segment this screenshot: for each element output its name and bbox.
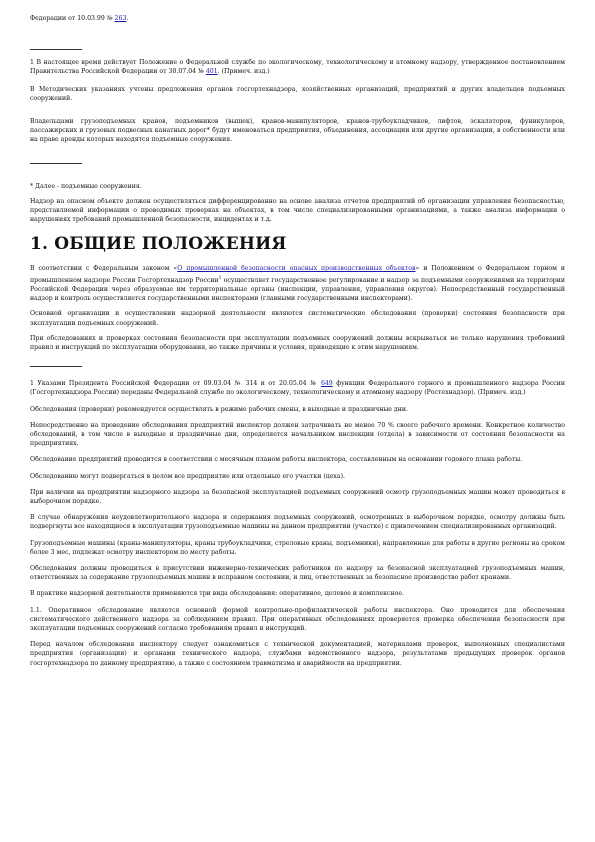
- footnote-1-end: . (Примеч. изд.): [217, 68, 270, 76]
- footnote-2-text: 1 Указами Президента Российской Федерации от 09.03.04 № 314 и от 20.05.04 №: [30, 380, 321, 388]
- regulation-401-link[interactable]: 401: [205, 68, 218, 76]
- law-rest: осуществляет государственное регулирование и надзор за подъемными сооружениями на территории Российской Федерации через образуемые им территориальные органы (инспекции, управления, управления округов). Непосредственный государственный надзор и контроль осуществляется государственными инспекторами (главными государственными инспекторами).: [30, 276, 566, 303]
- decree-263-link[interactable]: 263: [114, 15, 127, 22]
- paragraph-parts: Обследованию могут подвергаться в целом все предприятие или отдельные его участки (цеха).: [30, 472, 345, 480]
- paragraph-main-form: Основной организации и осуществлении надзорной деятельности являются систематические обследования (проверки) состояния безопасности при эксплуатации подъемных сооружений.: [30, 310, 565, 327]
- footnote-divider: [30, 49, 82, 50]
- law-pre: В соответствии с Федеральным законом «: [30, 265, 178, 273]
- footnote-2-end: функции Федерального горного и промышленного надзора России (Госгортехнадзора России) переданы Федеральной службе по экологическому, технологическому и атомному надзору (Ростехнадзор). (Примеч. изд.): [30, 380, 565, 397]
- federal-law-link[interactable]: О промышленной безопасности опасных производственных объектов: [177, 265, 416, 273]
- paragraph-selective: При наличии на предприятии надзорного надзора за безопасной эксплуатацией подъемных сооружений осмотр грузоподъемных машин может проводиться в выборочном порядке.: [30, 488, 565, 505]
- paragraph-before: Перед началом обследования инспектору следует ознакомиться с технической документацией, материалами проверок, выполненных специалистами предприятия (организации) и органами технического надзора, службами ведомственного надзора, результатами предыдущих проверок органов госгортехнадзора по данному предприятию, а также с состоянием травматизма и аварийности на предприятии.: [30, 641, 565, 667]
- paragraph-methodical: В Методических указаниях учтены предложения органов госгортехнадзора, хозяйственных организаций, предприятий и других владельцев подъемных сооружений.: [30, 85, 565, 102]
- paragraph-schedule: Обследование предприятий проводится в соответствии с месячным планом работы инспектора, составленным на основании годового плана работы.: [30, 456, 523, 464]
- footnote-2: [30, 379, 565, 397]
- paragraph-inspection: При обследованиях и проверках состояния безопасности при эксплуатации подъемных сооружений должны вскрываться не только нарушения требований правил и инструкций по эксплуатации оборудования, но также причины и условия, приводящие к этим нарушениям.: [30, 334, 565, 351]
- paragraph-work-time: Обследования (проверки) рекомендуется осуществлять в режиме рабочих смены, в выходные и праздничные дни.: [30, 405, 408, 413]
- top-line: [30, 14, 565, 23]
- paragraph-defects: В случае обнаружения неудовлетворительного надзора и содержания подъемных сооружений, осмотренных в выборочном порядке, осмотру должны быть подвергнуты все находящиеся в эксплуатации грузоподъемные машины на данном предприятии (участке) с привлечением специализированных организаций.: [30, 514, 565, 531]
- footnote-star: * Далее - подъемные сооружения.: [30, 182, 142, 190]
- paragraph-presence: Обследования должны проводиться в присутствии инженерно-технических работников по надзору за безопасной эксплуатацией грузоподъемных машин, ответственных за содержание грузоподъемных машин в исправном состоянии, и лиц, ответственных за безопасное производство работ кранами.: [30, 564, 565, 582]
- footnote-1-text: 1 В настоящее время действует Положение о Федеральной службе по экологическому, технологическому и атомному надзору, утвержденное постановлением Правительства Российской Федерации от 30.07.04 №: [30, 59, 565, 76]
- paragraph-time-share: Непосредственно на проведение обследования предприятий инспектор должен затрачивать не менее 70 % своего рабочего времени. Конкретное количество обследований, в том числе в выходные и праздничные дни, определяется начальником инспекции (отдела) в зависимости от состояния безопасности на предприятиях.: [30, 421, 565, 448]
- paragraph-1-1: 1.1. Оперативное обследование является основной формой контрольно-профилактической работы инспектора. Оно проводится для обеспечения систематического действенного надзора за соблюдением правил. При оперативных обследованиях проверяется проверка обеспечения безопасности при эксплуатации подъемных сооружений согласно требованиям правил и инструкций.: [30, 606, 565, 632]
- paragraph-types: В практике надзорной деятельности применяются три вида обследования: оперативное, целевое и комплексное.: [30, 590, 404, 598]
- footnote-divider: [30, 163, 82, 164]
- top-line-text: Федерации от 10.03.99 №: [30, 15, 115, 22]
- footnote-marker: 1: [218, 275, 222, 281]
- footnote-divider: [30, 366, 82, 367]
- paragraph-law: [30, 264, 565, 303]
- decree-649-link[interactable]: 649: [320, 380, 333, 388]
- document-page: [30, 14, 565, 668]
- paragraph-supervision: Надзор на опасном объекте должен осуществляться дифференцированно на основе анализа отчетов предприятий об организации управления безопасностью, представляемой информации о проводимых проверках на объектах, в том числе специализированными организациями, а также анализа информации о нарушениях требований промышленной безопасности, инцидентах и т.д.: [30, 197, 565, 224]
- paragraph-owners: Владельцами грузоподъемных кранов, подъемников (вышек), кранов-манипуляторов, кранов-трубоукладчиков, лифтов, эскалаторов, фуникулеров, пассажирских и грузовых подвесных канатных дорог* будут именоваться предприятия, объединения, ассоциации или другие организации, в собственности или на праве аренды которых находятся подъемные сооружения.: [30, 118, 565, 144]
- top-line-end: .: [126, 15, 129, 22]
- footnote-1: [30, 58, 565, 76]
- paragraph-remote: Грузоподъемные машины (краны-манипуляторы, краны трубоукладчики, стреловые краны, подъемники), направленные для работы в другие регионы на сроком более 3 мес, подлежат осмотру инспектором по месту работы.: [30, 539, 565, 556]
- law-post: » и Положением о Федеральном горном и промышленном надзоре России Госгортехнадзор России: [30, 265, 565, 284]
- section-heading: 1. ОБЩИЕ ПОЛОЖЕНИЯ: [30, 234, 287, 255]
